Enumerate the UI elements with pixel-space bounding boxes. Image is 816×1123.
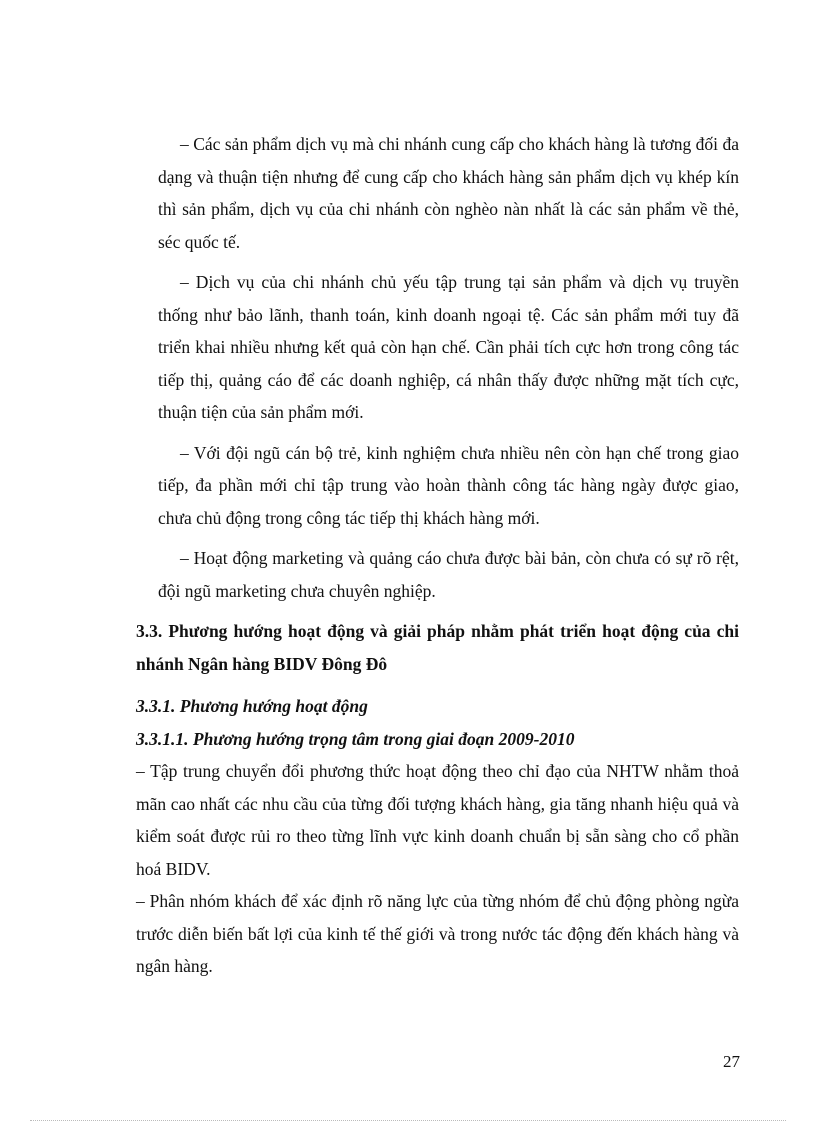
section-heading: 3.3. Phương hướng hoạt động và giải pháp nhằm phát triển hoạt động của chi nhánh Ngân hàng BIDV Đông Đô — [136, 621, 739, 674]
bullet-paragraph: – Các sản phẩm dịch vụ mà chi nhánh cung cấp cho khách hàng là tương đối đa dạng và thuận tiện nhưng để cung cấp cho khách hàng sản phẩm dịch vụ khép kín thì sản phẩm, dịch vụ của chi nhánh còn nghèo nàn nhất là các sản phẩm về thẻ, séc quốc tế. — [158, 134, 739, 252]
bullet-paragraph: – Với đội ngũ cán bộ trẻ, kinh nghiệm chưa nhiều nên còn hạn chế trong giao tiếp, đa phần mới chỉ tập trung vào hoàn thành công tác hàng ngày được giao, chưa chủ động trong công tác tiếp thị khách hàng mới. — [158, 442, 739, 528]
page-body — [136, 128, 739, 983]
body-paragraph: – Tập trung chuyển đổi phương thức hoạt động theo chỉ đạo của NHTW nhằm thoả mãn cao nhất các nhu cầu của từng đối tượng khách hàng, gia tăng nhanh hiệu quả và kiểm soát được rủi ro theo từng lĩnh vực kinh doanh chuẩn bị sẵn sàng cho cổ phần hoá BIDV. — [136, 761, 739, 879]
subsection-heading: 3.3.1. Phương hướng hoạt động — [136, 696, 368, 716]
subsubsection-heading: 3.3.1.1. Phương hướng trọng tâm trong giai đoạn 2009-2010 — [136, 728, 575, 749]
page-bottom-divider — [30, 1120, 786, 1121]
page-number: 27 — [723, 1052, 740, 1071]
bullet-paragraph: – Dịch vụ của chi nhánh chủ yếu tập trung tại sản phẩm và dịch vụ truyền thống như bảo lãnh, thanh toán, kinh doanh ngoại tệ. Các sản phẩm mới tuy đã triển khai nhiều nhưng kết quả còn hạn chế. Cần phải tích cực hơn trong công tác tiếp thị, quảng cáo để các doanh nghiệp, cá nhân thấy được những mặt tích cực, thuận tiện của sản phẩm mới. — [158, 272, 739, 422]
bullet-paragraph: – Hoạt động marketing và quảng cáo chưa được bài bản, còn chưa có sự rõ rệt, đội ngũ marketing chưa chuyên nghiệp. — [158, 548, 739, 601]
body-paragraph: – Phân nhóm khách để xác định rõ năng lực của từng nhóm để chủ động phòng ngừa trước diễn biến bất lợi của kinh tế thế giới và trong nước tác động đến khách hàng và ngân hàng. — [136, 891, 739, 976]
